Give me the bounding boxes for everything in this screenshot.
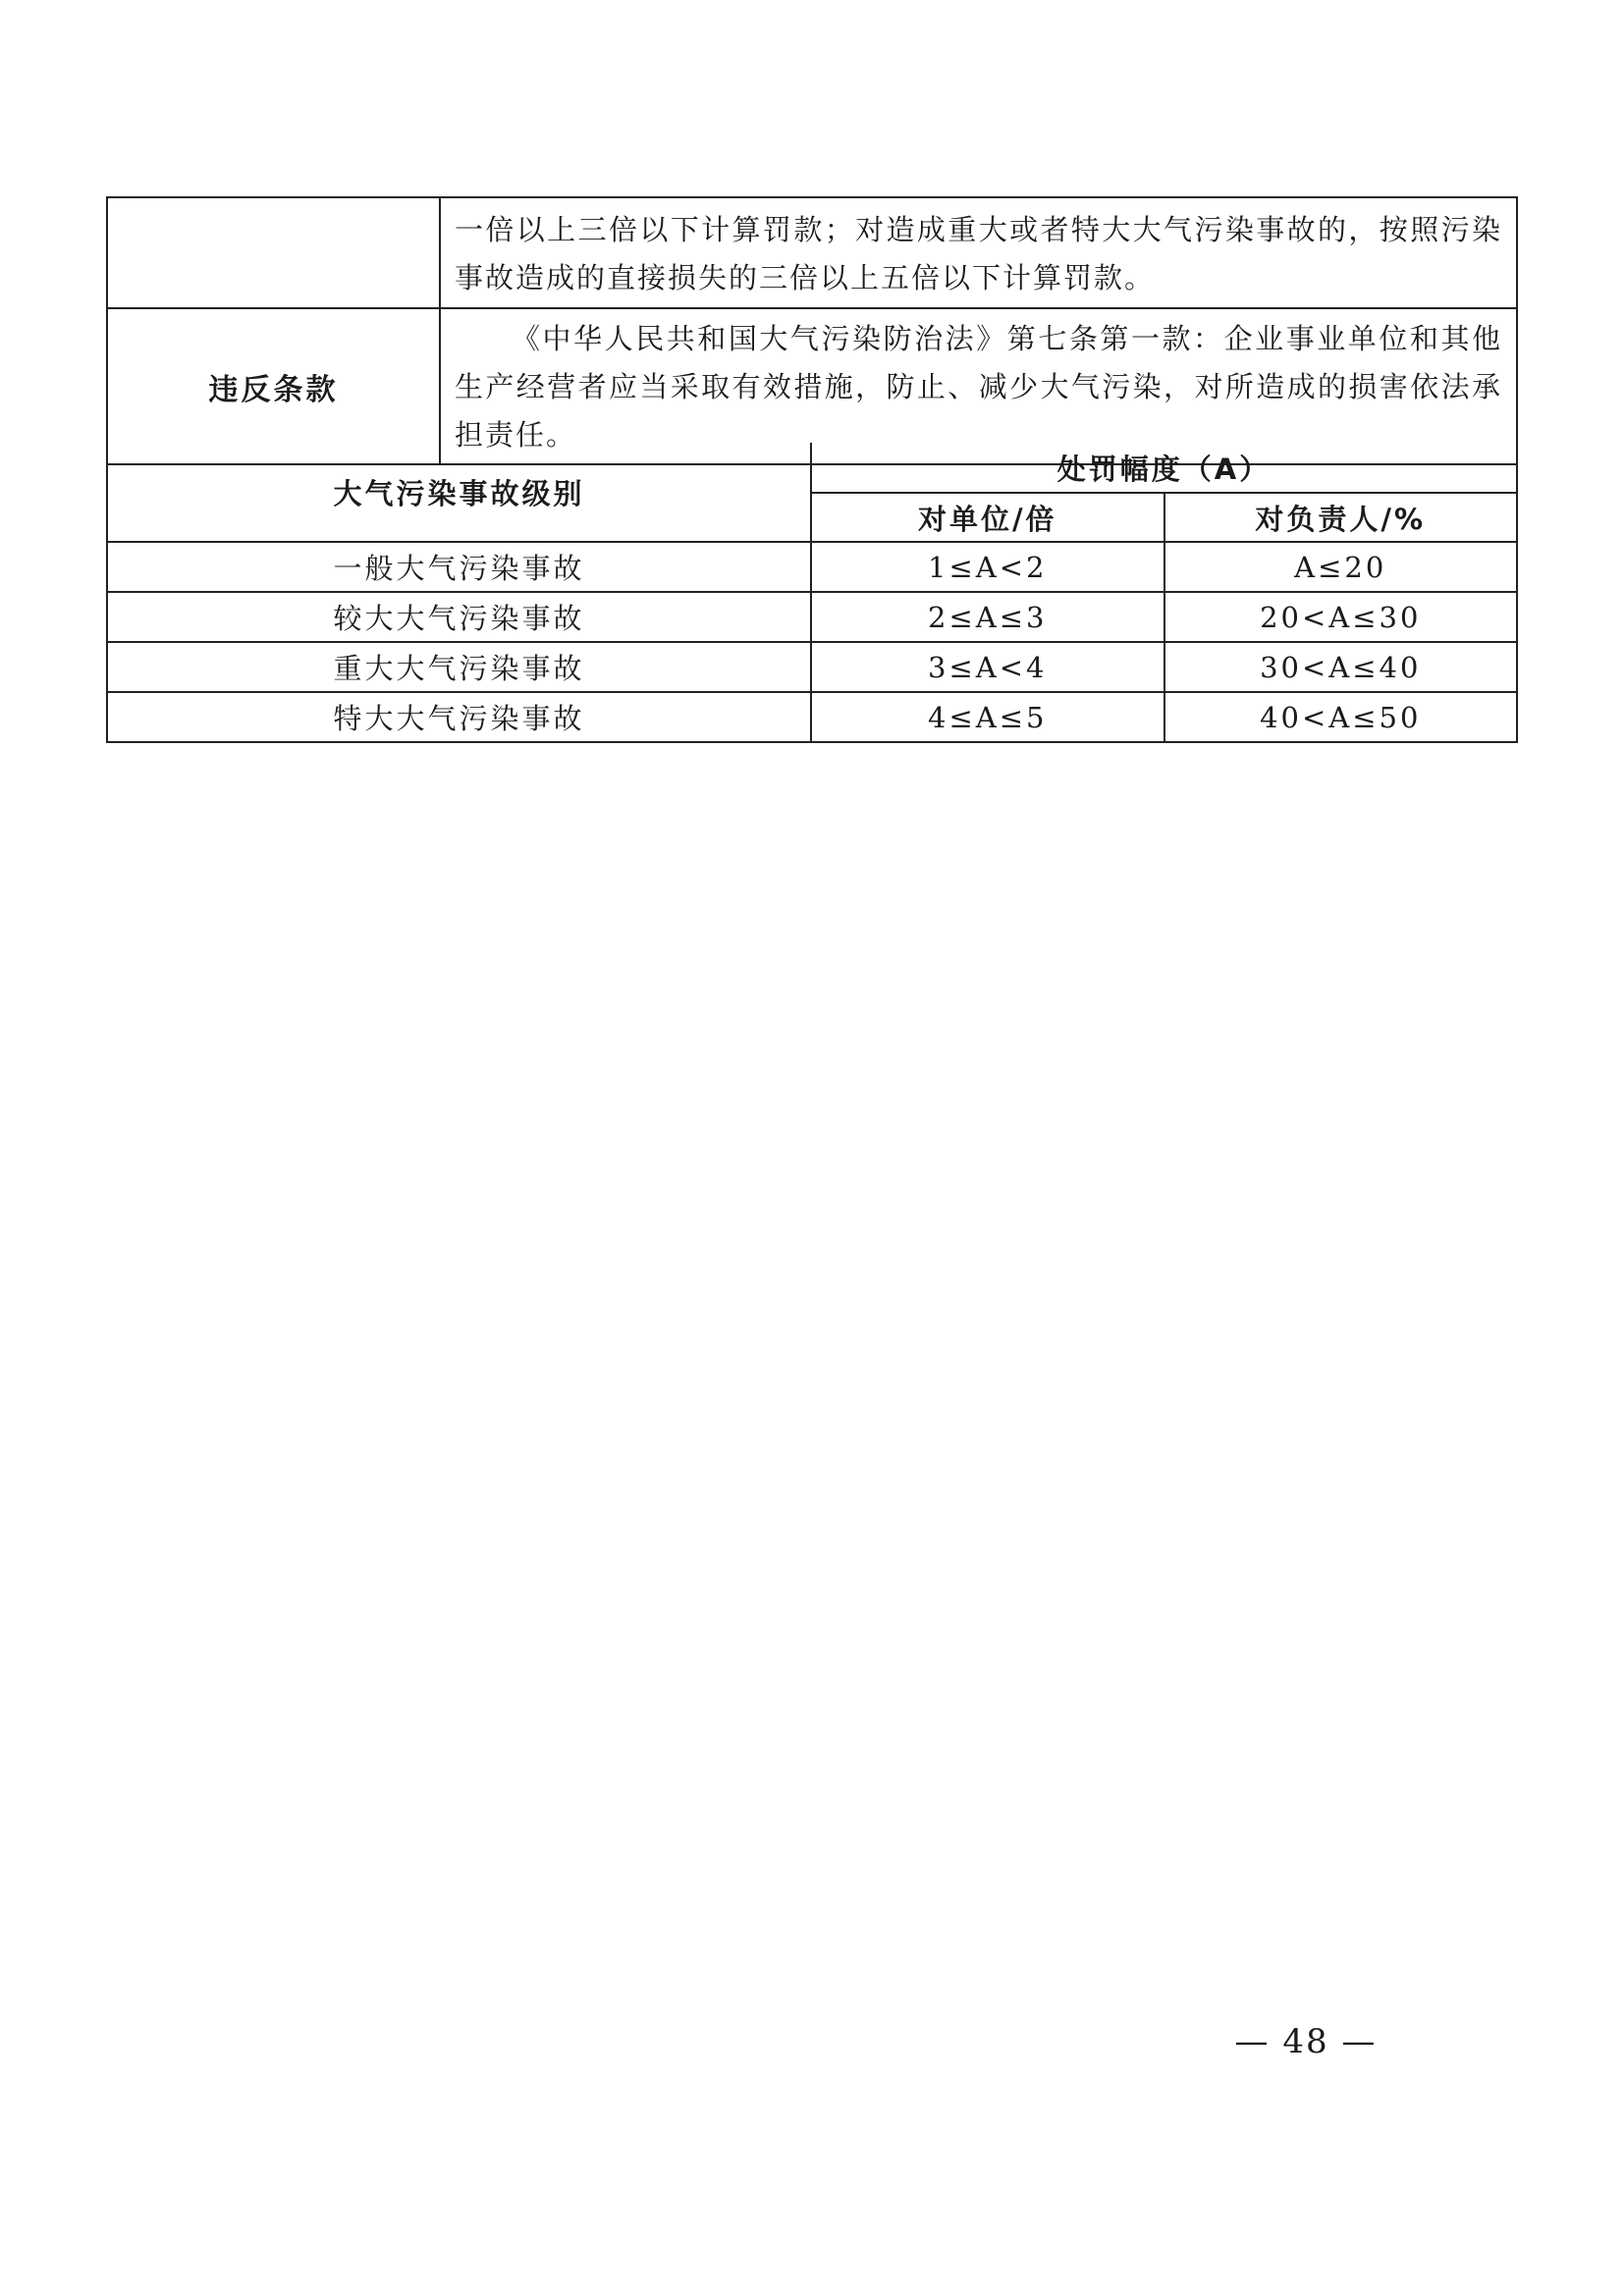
person-header: 对负责人/% <box>1164 493 1518 542</box>
person-range-cell: 20<A≤30 <box>1164 592 1518 642</box>
regulation-table <box>106 196 1518 465</box>
unit-header: 对单位/倍 <box>811 493 1164 542</box>
table-row <box>107 542 1517 592</box>
table-row <box>107 692 1517 742</box>
continuation-text: 一倍以上三倍以下计算罚款；对造成重大或者特大大气污染事故的，按照污染事故造成的直接损失的三倍以上五倍以下计算罚款。 <box>440 197 1517 308</box>
person-range-cell: 40<A≤50 <box>1164 692 1518 742</box>
unit-range-cell: 2≤A≤3 <box>811 592 1164 642</box>
penalty-header-row <box>107 443 1517 493</box>
page-number: — 48 — <box>1234 2022 1378 2061</box>
level-header: 大气污染事故级别 <box>107 443 811 542</box>
violation-row <box>107 308 1517 464</box>
violation-text: 《中华人民共和国大气污染防治法》第七条第一款：企业事业单位和其他生产经营者应当采取有效措施，防止、减少大气污染，对所造成的损害依法承担责任。 <box>440 308 1517 464</box>
level-cell: 重大大气污染事故 <box>107 642 811 692</box>
level-cell: 一般大气污染事故 <box>107 542 811 592</box>
person-range-cell: A≤20 <box>1164 542 1518 592</box>
violation-label: 违反条款 <box>107 308 440 464</box>
level-cell: 较大大气污染事故 <box>107 592 811 642</box>
person-range-cell: 30<A≤40 <box>1164 642 1518 692</box>
table-row <box>107 592 1517 642</box>
empty-label-cell <box>107 197 440 308</box>
range-header: 处罚幅度（A） <box>811 443 1517 493</box>
unit-range-cell: 4≤A≤5 <box>811 692 1164 742</box>
continuation-row <box>107 197 1517 308</box>
unit-range-cell: 1≤A<2 <box>811 542 1164 592</box>
level-cell: 特大大气污染事故 <box>107 692 811 742</box>
penalty-range-table <box>106 443 1518 743</box>
unit-range-cell: 3≤A<4 <box>811 642 1164 692</box>
table-row <box>107 642 1517 692</box>
